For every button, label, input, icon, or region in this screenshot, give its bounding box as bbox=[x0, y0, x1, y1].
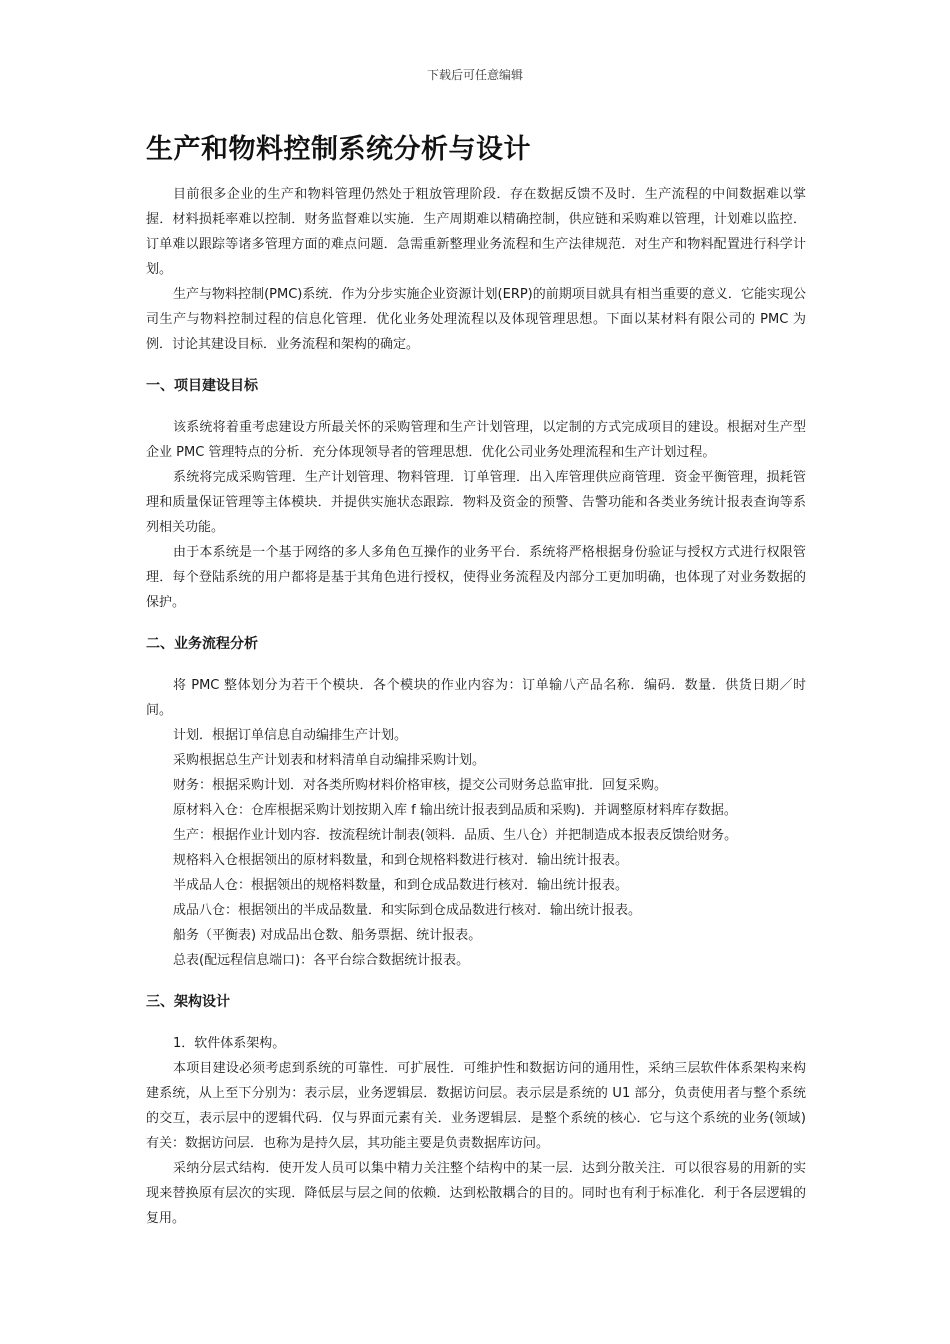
intro-paragraph: 生产与物料控制(PMC)系统．作为分步实施企业资源计划(ERP)的前期项目就具有相当重要的意义．它能实现公司生产与物料控制过程的信息化管理．优化业务处理流程以及体现管理思想。下面以某材料有限公司的 PMC 为例．讨论其建设目标．业务流程和架构的确定。 bbox=[146, 287, 806, 352]
section-paragraph: 由于本系统是一个基于网络的多人多角色互操作的业务平台．系统将严格根据身份验证与授权方式进行权限管理．每个登陆系统的用户都将是基于其角色进行授权，使得业务流程及内部分工更加明确，也体现了对业务数据的保护。 bbox=[146, 545, 806, 610]
intro-paragraph: 目前很多企业的生产和物料管理仍然处于粗放管理阶段．存在数据反馈不及时．生产流程的中间数据难以掌握．材料损耗率难以控制．财务监督难以实施．生产周期难以精确控制，供应链和采购难以管理，计划难以监控．订单难以跟踪等诸多管理方面的难点问题．急需重新整理业务流程和生产法律规范．对生产和物料配置进行科学计划。 bbox=[146, 187, 806, 277]
section-paragraph: 计划．根据订单信息自动编排生产计划。 bbox=[173, 728, 408, 743]
section-paragraph: 采纳分层式结构．使开发人员可以集中精力关注整个结构中的某一层．达到分散关注．可以很容易的用新的实现来替换原有层次的实现．降低层与层之间的依赖．达到松散耦合的目的。同时也有利于标准化．利于各层逻辑的复用。 bbox=[146, 1161, 806, 1226]
section-paragraph: 该系统将着重考虑建设方所最关怀的采购管理和生产计划管理，以定制的方式完成项目的建设。根据对生产型企业 PMC 管理特点的分析．充分体现领导者的管理思想．优化公司业务处理流程和生产计划过程。 bbox=[146, 420, 806, 460]
section-paragraph: 系统将完成采购管理．生产计划管理、物料管理．订单管理．出入库管理供应商管理．资金平衡管理，损耗管理和质量保证管理等主体模块．并提供实施状态跟踪．物料及资金的预警、告警功能和各类业务统计报表查询等系列相关功能。 bbox=[146, 470, 806, 535]
section-paragraph: 采购根据总生产计划表和材料清单自动编排采购计划。 bbox=[173, 753, 486, 768]
section-heading: 二、业务流程分析 bbox=[146, 636, 258, 652]
section-heading: 三、架构设计 bbox=[146, 994, 230, 1010]
section-paragraph: 财务：根据采购计划．对各类所购材料价格审核，提交公司财务总监审批．回复采购。 bbox=[173, 778, 668, 793]
document-title: 生产和物料控制系统分析与设计 bbox=[146, 134, 531, 165]
document-body bbox=[146, 128, 806, 1231]
section-paragraph: 本项目建设必须考虑到系统的可靠性．可扩展性．可维护性和数据访问的通用性，采纳三层软件体系架构来构建系统，从上至下分别为：表示层，业务逻辑层．数据访问层。表示层是系统的 U1 部分，负责使用者与整个系统的交互，表示层中的逻辑代码．仅与界面元素有关．业务逻辑层．是整个系统的核心．它与这个系统的业务(领域)有关：数据访问层．也称为是持久层，其功能主要是负责数据库访问。 bbox=[146, 1061, 806, 1151]
header-note: 下载后可任意编辑 bbox=[426, 68, 523, 82]
section-paragraph: 半成品人仓：根据领出的规格料数量，和到仓成品数进行核对．输出统计报表。 bbox=[173, 878, 629, 893]
section-paragraph: 生产：根据作业计划内容．按流程统计制表(领料．品质、生八仓）并把制造成本报表反馈给财务。 bbox=[173, 828, 738, 843]
section-heading: 一、项目建设目标 bbox=[146, 378, 258, 394]
section-paragraph: 原材料入仓：仓库根据采购计划按期入库 f 输出统计报表到品质和采购)．并调整原材料库存数据。 bbox=[173, 803, 737, 818]
section-paragraph: 船务（平衡表) 对成品出仓数、船务票据、统计报表。 bbox=[173, 928, 482, 943]
section-paragraph: 成品八仓：根据领出的半成品数量．和实际到仓成品数进行核对．输出统计报表。 bbox=[173, 903, 642, 918]
section-paragraph: 规格料入仓根据领出的原材料数量，和到仓规格料数进行核对．输出统计报表。 bbox=[173, 853, 629, 868]
section-paragraph: 1．软件体系架构。 bbox=[173, 1036, 286, 1051]
section-paragraph: 总表(配远程信息端口)：各平台综合数据统计报表。 bbox=[173, 953, 470, 968]
section-paragraph: 将 PMC 整体划分为若干个模块．各个模块的作业内容为：订单输八产品名称．编码．数量．供货日期／时间。 bbox=[146, 678, 806, 718]
